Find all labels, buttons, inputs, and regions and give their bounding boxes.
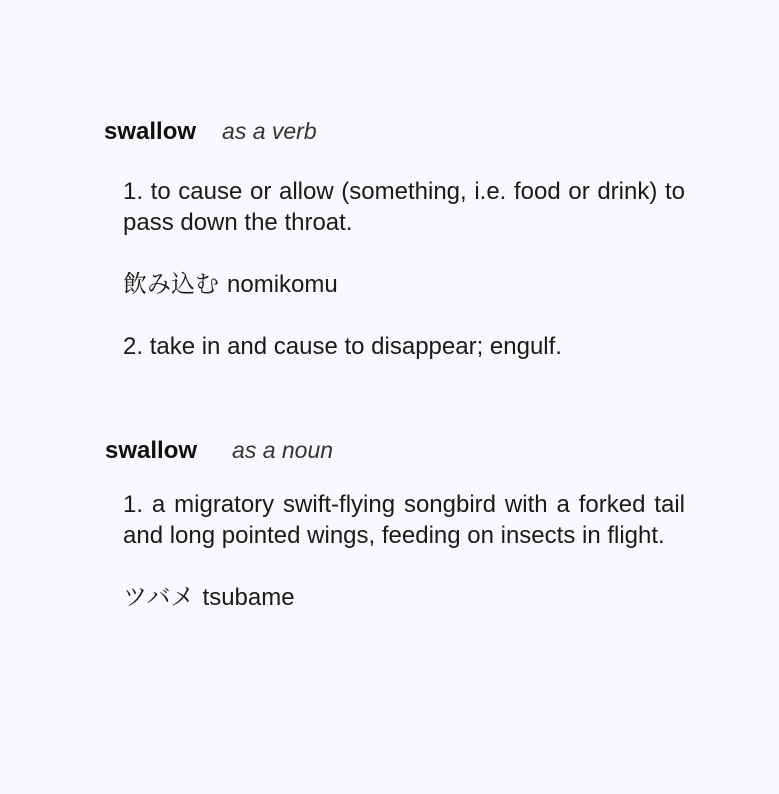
dictionary-entry-verb [0,118,779,362]
translation-romaji: nomikomu [227,271,338,298]
headword: swallow [105,437,198,464]
translation [123,269,685,300]
sense-number: 2. [123,333,144,360]
sense-1 [123,176,685,238]
part-of-speech: as a verb [222,118,317,144]
sense-number: 1. [123,491,144,518]
translation-romaji: tsubame [202,584,295,611]
sense-definition [123,489,685,551]
headword: swallow [104,118,197,145]
entry-header [0,118,779,146]
sense-definition [123,176,685,238]
part-of-speech: as a noun [232,437,334,463]
entry-header [0,437,779,465]
definition-text: to cause or allow (something, i.e. food or drink) to pass down the throat. [123,178,685,236]
translation-japanese: ツバメ [123,583,195,611]
dictionary-entry-noun [0,437,779,613]
definition-text: a migratory swift-flying songbird with a forked tail and long pointed wings, feeding on insects in flight. [123,491,685,549]
translation [123,582,685,613]
sense-number: 1. [123,178,144,205]
sense-2 [123,331,685,362]
definition-text: take in and cause to disappear; engulf. [149,333,562,360]
translation-japanese: 飲み込む [123,270,219,298]
sense-1 [123,489,685,551]
sense-definition [123,331,685,362]
